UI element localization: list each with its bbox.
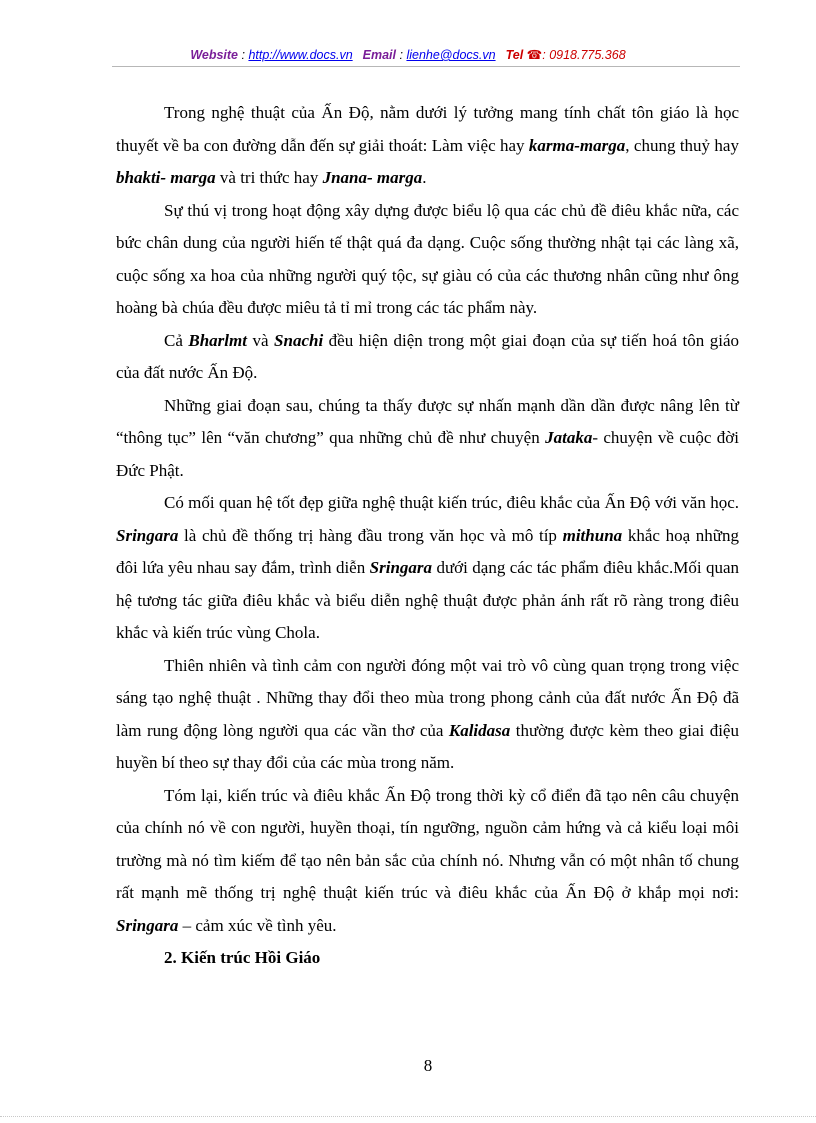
- term-sringara: Sringara: [369, 558, 433, 577]
- tel-number: : 0918.775.368: [542, 48, 626, 62]
- paragraph-3: Cả Bharlmt và Snachi đều hiện diện trong một giai đoạn của sự tiến hoá tôn giáo của đất nước Ấn Độ.: [116, 330, 740, 382]
- document-body: [116, 97, 739, 975]
- website-link[interactable]: http://www.docs.vn: [248, 48, 353, 62]
- term-mithuna: mithuna: [562, 525, 623, 545]
- term-jnana-marga: Jnana- marga: [322, 168, 423, 187]
- email-link[interactable]: lienhe@docs.vn: [406, 48, 496, 62]
- term-karma-marga: karma-marga: [528, 135, 626, 155]
- paragraph-5: Có mối quan hệ tốt đẹp giữa nghệ thuật kiến trúc, điêu khắc của Ấn Độ với văn học. Sringara là chủ đề thống trị hàng đầu trong văn học và mô típ mithuna khắc hoạ những đôi lứa yêu nhau say đắm, trình diễn Sringara dưới dạng các tác phẩm điêu khắc.Mối quan hệ tương tác giữa điêu khắc và biểu diễn nghệ thuật được phản ánh rất rõ ràng trong điêu khắc và kiến trúc vùng Chola.: [116, 493, 740, 642]
- header-rule: [112, 66, 740, 67]
- term-bhakti-marga: bhakti- marga: [116, 168, 216, 187]
- website-separator: :: [238, 48, 249, 62]
- paragraph-6: Thiên nhiên và tình cảm con người đóng một vai trò vô cùng quan trọng trong việc sáng tạo nghệ thuật . Những thay đổi theo mùa trong phong cảnh của đất nước Ấn Độ đã làm rung động lòng người qua các vần thơ của Kalidasa thường được kèm theo giai điệu huyền bí theo sự thay đổi của các mùa trong năm.: [116, 655, 739, 772]
- term-bharlmt: Bharlmt: [188, 330, 247, 350]
- page-header: [0, 47, 816, 62]
- term-sringara: Sringara: [116, 525, 179, 545]
- paragraph-1: Trong nghệ thuật của Ấn Độ, nằm dưới lý tưởng mang tính chất tôn giáo là học thuyết về ba con đường dẫn đến sự giải thoát: Làm việc hay karma-marga, chung thuỷ hay bhakti- marga và tri thức hay Jnana- marga.: [116, 103, 739, 187]
- page-number: 8: [423, 1056, 433, 1075]
- email-label: Email: [362, 48, 397, 62]
- tel-label: Tel: [505, 48, 524, 62]
- email-separator: :: [396, 48, 407, 62]
- phone-icon: ☎: [526, 48, 543, 62]
- paragraph-7: Tóm lại, kiến trúc và điêu khắc Ấn Độ trong thời kỳ cổ điển đã tạo nên câu chuyện của chính nó về con người, huyền thoại, tín ngưỡng, nguồn cảm hứng và cả kiểu loại môi trường mà nó tìm kiếm để tạo nên bản sắc của chính nó. Nhưng vẫn có một nhân tố chung rất mạnh mẽ thống trị nghệ thuật kiến trúc và điêu khắc của Ấn Độ ở khắp mọi nơi: Sringara – cảm xúc về tình yêu.: [116, 785, 739, 935]
- footer-rule: [0, 1116, 816, 1117]
- term-sringara: Sringara: [116, 915, 179, 935]
- term-jataka: Jataka: [545, 428, 593, 447]
- section-heading: 2. Kiến trúc Hồi Giáo: [164, 948, 321, 967]
- paragraph-2: Sự thú vị trong hoạt động xây dựng được biểu lộ qua các chủ đề điêu khắc nữa, các bức chân dung của người hiến tế thật quá đa dạng. Cuộc sống thường nhật tại các làng xã, cuộc sống xa hoa của những người quý tộc, sự giàu có của các thương nhân cũng như ông hoàng bà chúa đều được miêu tả tỉ mỉ trong các tác phẩm này.: [116, 200, 739, 317]
- paragraph-4: Những giai đoạn sau, chúng ta thấy được sự nhấn mạnh dần dần được nâng lên từ “thông tục” lên “văn chương” qua những chủ đề như chuyện Jataka- chuyện về cuộc đời Đức Phật.: [116, 395, 739, 480]
- term-snachi: Snachi: [274, 330, 324, 350]
- website-label: Website: [190, 48, 239, 62]
- term-kalidasa: Kalidasa: [448, 720, 511, 740]
